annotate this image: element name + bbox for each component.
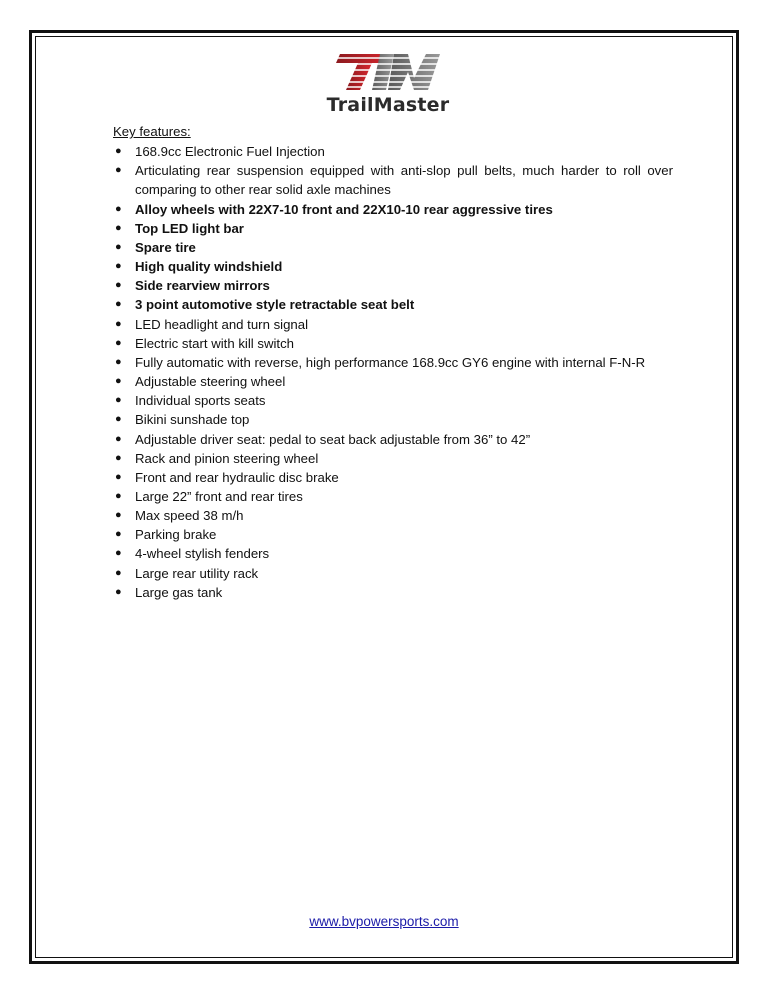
feature-text: Large rear utility rack [135, 565, 259, 581]
feature-item [113, 142, 673, 161]
feature-text: Adjustable steering wheel [135, 374, 286, 390]
feature-text: 168.9cc Electronic Fuel Injection [135, 144, 325, 160]
feature-item [113, 353, 673, 372]
bullet-icon: ● [115, 164, 122, 177]
feature-text: Bikini sunshade top [135, 412, 250, 428]
feature-item [113, 161, 673, 199]
feature-item [113, 410, 673, 429]
feature-item [113, 583, 673, 602]
bullet-icon: ● [115, 585, 122, 598]
feature-text: LED headlight and turn signal [135, 316, 309, 332]
feature-item [113, 257, 673, 276]
bullet-icon: ● [115, 145, 122, 158]
bullet-icon: ● [115, 355, 122, 368]
bullet-icon: ● [115, 375, 122, 388]
features-section [113, 122, 673, 602]
feature-text: 4-wheel stylish fenders [135, 546, 270, 562]
bullet-icon: ● [115, 317, 122, 330]
bullet-icon: ● [115, 279, 122, 292]
feature-text: Large 22” front and rear tires [135, 488, 303, 504]
feature-text: Individual sports seats [135, 393, 266, 409]
bullet-icon: ● [115, 547, 122, 560]
feature-item [113, 295, 673, 314]
feature-text: Parking brake [135, 527, 217, 543]
tm-logo-mark [318, 48, 458, 94]
feature-item [113, 238, 673, 257]
bullet-icon: ● [115, 240, 122, 253]
feature-item [113, 200, 673, 219]
bullet-icon: ● [115, 566, 122, 579]
feature-text: Side rearview mirrors [135, 278, 270, 294]
feature-item [113, 430, 673, 449]
feature-text: Alloy wheels with 22X7-10 front and 22X10-10 rear aggressive tires [135, 201, 553, 217]
footer [0, 914, 768, 929]
feature-item [113, 564, 673, 583]
feature-text: Max speed 38 m/h [135, 508, 244, 524]
feature-text: 3 point automotive style retractable seat belt [135, 297, 415, 313]
bullet-icon: ● [115, 298, 122, 311]
feature-text: Adjustable driver seat: pedal to seat back adjustable from 36” to 42” [135, 431, 531, 447]
bullet-icon: ● [115, 470, 122, 483]
bullet-icon: ● [115, 394, 122, 407]
bullet-icon: ● [115, 451, 122, 464]
feature-item [113, 276, 673, 295]
bullet-icon: ● [115, 202, 122, 215]
feature-item [113, 487, 673, 506]
website-link[interactable]: www.bvpowersports.com [309, 914, 459, 929]
feature-text: Front and rear hydraulic disc brake [135, 469, 339, 485]
feature-item [113, 544, 673, 563]
feature-item [113, 315, 673, 334]
feature-text: Top LED light bar [135, 220, 244, 236]
bullet-icon: ● [115, 336, 122, 349]
feature-item [113, 525, 673, 544]
feature-item [113, 372, 673, 391]
feature-text: High quality windshield [135, 259, 283, 275]
logo-wordmark: TrailMaster [326, 94, 450, 116]
feature-text: Electric start with kill switch [135, 335, 295, 351]
feature-text: Rack and pinion steering wheel [135, 450, 319, 466]
features-heading: Key features: [113, 124, 191, 139]
bullet-icon: ● [115, 260, 122, 273]
feature-item [113, 334, 673, 353]
bullet-icon: ● [115, 432, 122, 445]
trailmaster-logo [318, 48, 458, 120]
feature-item [113, 391, 673, 410]
feature-item [113, 468, 673, 487]
bullet-icon: ● [115, 509, 122, 522]
feature-text: Spare tire [135, 239, 196, 255]
bullet-icon: ● [115, 413, 122, 426]
feature-item [113, 449, 673, 468]
bullet-icon: ● [115, 489, 122, 502]
feature-text: Fully automatic with reverse, high performance 168.9cc GY6 engine with internal F-N-R [135, 354, 646, 370]
feature-item [113, 219, 673, 238]
feature-text: Articulating rear suspension equipped with anti-slop pull belts, much harder to roll over comparing to other rear solid axle machines [135, 163, 673, 198]
bullet-icon: ● [115, 221, 122, 234]
features-list [113, 142, 673, 602]
feature-text: Large gas tank [135, 584, 223, 600]
feature-item [113, 506, 673, 525]
bullet-icon: ● [115, 528, 122, 541]
